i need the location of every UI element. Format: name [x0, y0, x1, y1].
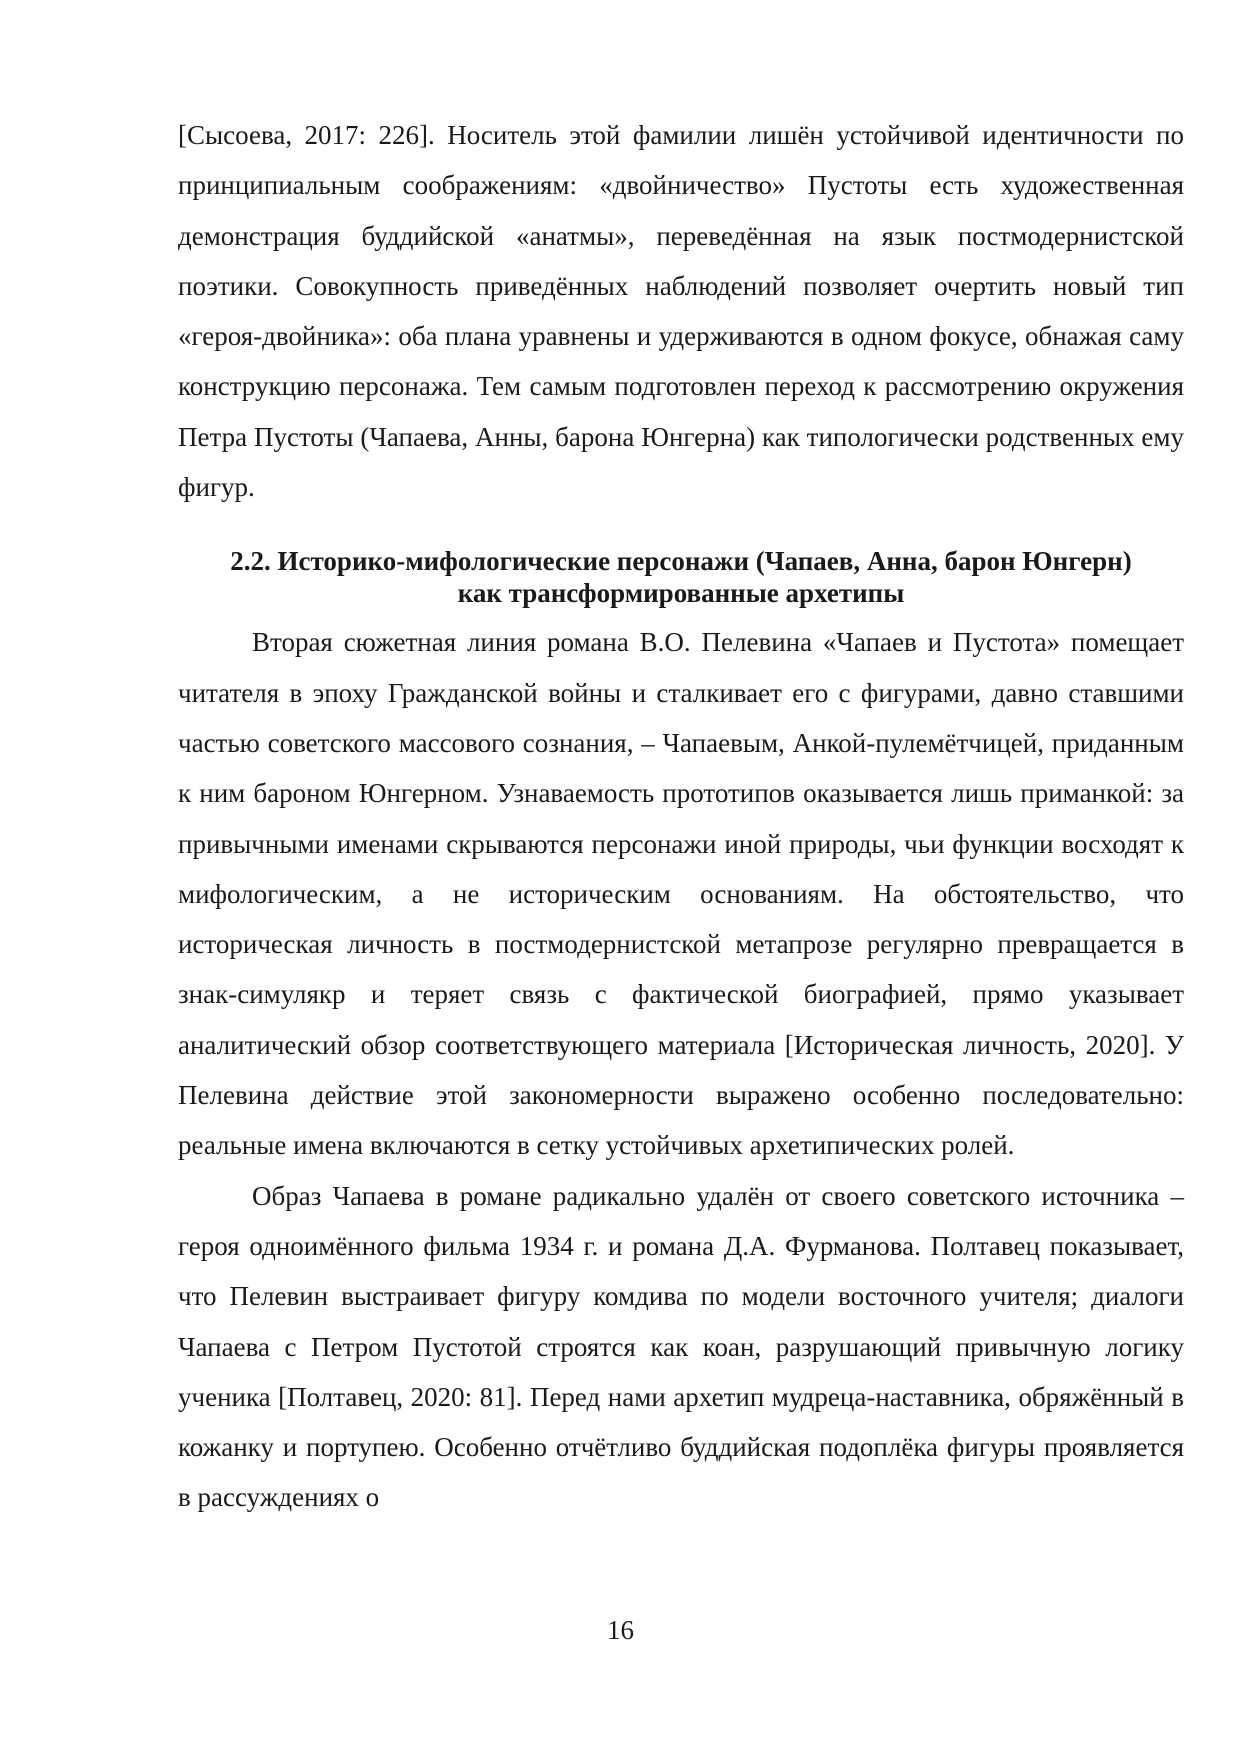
section-heading [178, 545, 1184, 609]
page-number: 16 [607, 1615, 634, 1645]
body-paragraph-continuation: [Сысоева, 2017: 226]. Носитель этой фамилии лишён устойчивой идентичности по принципиальным соображениям: «двойничество» Пустоты есть художественная демонстрация буддийской «анатмы», переведённая на язык постмодернистской поэтики. Совокупность приведённых наблюдений позволяет очертить новый тип «героя-двойника»: оба плана уравнены и удерживаются в одном фокусе, обнажая саму конструкцию персонажа. Тем самым подготовлен переход к рассмотрению окружения Петра Пустоты (Чапаева, Анны, барона Юнгерна) как типологически родственных ему фигур. [178, 120, 1184, 503]
section-heading-line-2: как трансформированные архетипы [457, 578, 905, 609]
document-page [178, 110, 1184, 1523]
body-paragraph: Вторая сюжетная линия романа В.О. Пелевина «Чапаев и Пустота» помещает читателя в эпоху Гражданской войны и сталкивает его с фигурами, давно ставшими частью советского массового сознания, – Чапаевым, Анкой-пулемётчицей, приданным к ним бароном Юнгерном. Узнаваемость прототипов оказывается лишь приманкой: за привычными именами скрываются персонажи иной природы, чьи функции восходят к мифологическим, а не историческим основаниям. На обстоятельство, что историческая личность в постмодернистской метапрозе регулярно превращается в знак-симулякр и теряет связь с фактической биографией, прямо указывает аналитический обзор соответствующего материала [Историческая личность, 2020]. У Пелевина действие этой закономерности выражено особенно последовательно: реальные имена включаются в сетку устойчивых архетипических ролей. [178, 627, 1184, 1161]
section-heading-line-1: 2.2. Историко-мифологические персонажи (Чапаев, Анна, барон Юнгерн) [230, 546, 1132, 577]
body-paragraph: Образ Чапаева в романе радикально удалён от своего советского источника – героя одноимённого фильма 1934 г. и романа Д.А. Фурманова. Полтавец показывает, что Пелевин выстраивает фигуру комдива по модели восточного учителя; диалоги Чапаева с Петром Пустотой строятся как коан, разрушающий привычную логику ученика [Полтавец, 2020: 81]. Перед нами архетип мудреца-наставника, обряжённый в кожанку и портупею. Особенно отчётливо буддийская подоплёка фигуры проявляется в рассуждениях о [178, 1180, 1184, 1513]
